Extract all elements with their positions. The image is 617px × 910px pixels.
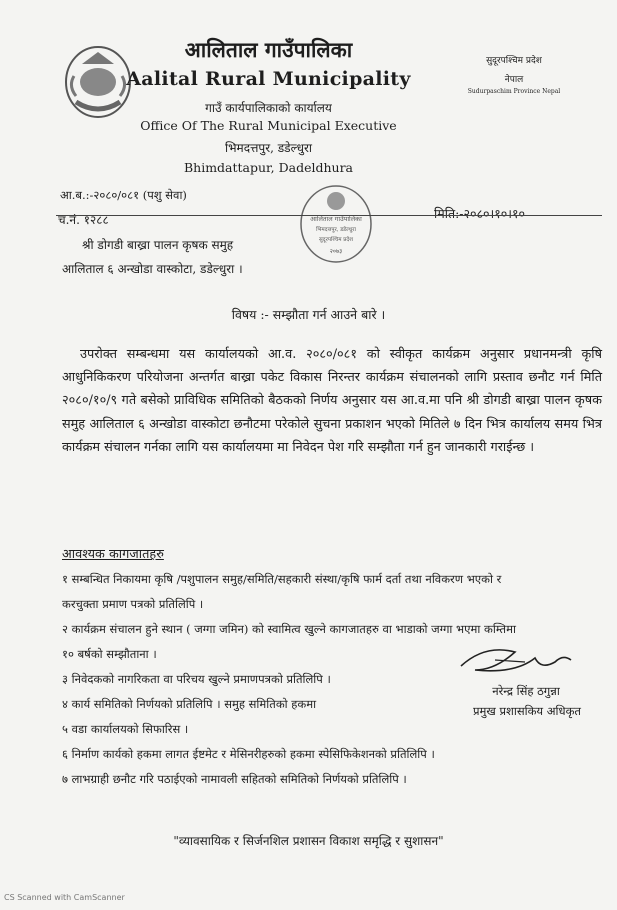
list-item: ६ निर्माण कार्यको हकमा लागत ईष्टमेट र मेसिनरीहरुको हकमा स्पेसिफिकेशनको प्रतिलिपि ।: [62, 747, 435, 761]
office-name-en: Office Of The Rural Municipal Executive: [140, 118, 397, 133]
province-np: सुदूरपश्चिम प्रदेश: [486, 56, 542, 66]
list-item: २ कार्यक्रम संचालन हुने स्थान ( जग्गा जमिन) को स्वामित्व खुल्ने कागजातहरु वा भाडाको जग्गा भएमा कम्तिमा: [62, 622, 516, 636]
list-item: ५ वडा कार्यालयको सिफारिस ।: [62, 722, 189, 736]
office-name-np: गाउँ कार्यपालिकाको कार्यालय: [205, 101, 332, 115]
stamp-line-4: २०७३: [329, 248, 343, 255]
header-divider: [56, 215, 602, 216]
recipient-line-1: श्री डोगडी बाख्रा पालन कृषक समुह: [82, 238, 234, 252]
list-item: ३ निवेदकको नागरिकता वा परिचय खुल्ने प्रमाणपत्रको प्रतिलिपि ।: [62, 672, 331, 686]
signature-mark-icon: [455, 640, 575, 680]
recipient-line-2: आलिताल ६ अन्खोडा वास्कोटा, डडेल्धुरा ।: [62, 262, 243, 276]
letter-subject: विषय :- सम्झौता गर्न आउने बारे ।: [231, 307, 386, 322]
stamp-line-3: सुदूरपश्चिम प्रदेश: [318, 237, 354, 243]
address-np: भिमदत्तपुर, डडेल्धुरा: [225, 141, 312, 155]
list-item: ७ लाभग्राही छनौट गरि पठाईएको नामावली सहितको समितिको निर्णयको प्रतिलिपि ।: [62, 772, 407, 786]
municipality-name-en: Aalital Rural Municipality: [126, 68, 411, 90]
scanner-watermark: CS Scanned with CamScanner: [4, 893, 125, 902]
list-item: १० बर्षको सम्झौताना ।: [62, 647, 157, 661]
requirements-heading: आवश्यक कागजातहरु: [62, 547, 164, 562]
stamp-line-2: भिमदत्तपुर, डडेल्धुरा: [316, 227, 356, 233]
address-en: Bhimdattapur, Dadeldhura: [183, 160, 354, 175]
office-stamp-icon: [298, 183, 374, 265]
list-item: ४ कार्य समितिको निर्णयको प्रतिलिपि । समुह समितिको हकमा: [62, 697, 317, 711]
municipality-name-np: आलिताल गाउँपालिका: [184, 37, 353, 62]
letter-date: मिति:-२०८०।१०।१०: [434, 206, 525, 221]
fiscal-reference: आ.ब.:-२०८०/०८१ (पशु सेवा): [60, 188, 187, 202]
dispatch-number: च.नं. १२८८: [58, 213, 109, 227]
list-item: १ सम्बन्धित निकायमा कृषि /पशुपालन समुह/समिति/सहकारी संस्था/कृषि फार्म दर्ता तथा नविकरण भएको र: [62, 572, 502, 586]
signatory-title: प्रमुख प्रशासकिय अधिकृत: [473, 704, 581, 718]
stamp-line-1: आलिताल गाउँपालिका: [310, 215, 362, 223]
list-item: करचुक्ता प्रमाण पत्रको प्रतिलिपि ।: [62, 597, 204, 611]
province-en: Sudurpaschim Province Nepal: [467, 88, 561, 95]
footer-slogan: "व्यावसायिक र सिर्जनशिल प्रशासन विकाश समृद्धि र सुशासन": [173, 834, 444, 848]
signatory-name: नरेन्द्र सिंह ठगुन्ना: [492, 684, 560, 698]
country-np: नेपाल: [504, 75, 524, 85]
letter-body: उपरोक्त सम्बन्धमा यस कार्यालयको आ.व. २०८०/०८१ को स्वीकृत कार्यक्रम अनुसार प्रधानमन्त्री कृषि आधुनिकिकरण परियोजना अन्तर्गत बाख्रा पकेट विकास निरन्तर कार्यक्रम संचालनको लागि प्रस्ताव छनौट गर्न मिति २०८०/१०/९ गते बसेको प्राविधिक समितिको बैठकको निर्णय अनुसार यस आ.व.मा पनि श्री डोगडी बाख्रा पालन कृषक समुह आलिताल ६ अन्खोडा वास्कोटा छनौटमा परेकोले सुचना प्रकाशन भएको मितिले ७ दिन भित्र कार्यालय समय भित्र कार्यक्रम संचालन गर्नका लागि यस कार्यालयमा मा निवेदन पेश गरि सम्झौता गर्न हुन जानकारी गराईन्छ ।: [62, 347, 602, 455]
